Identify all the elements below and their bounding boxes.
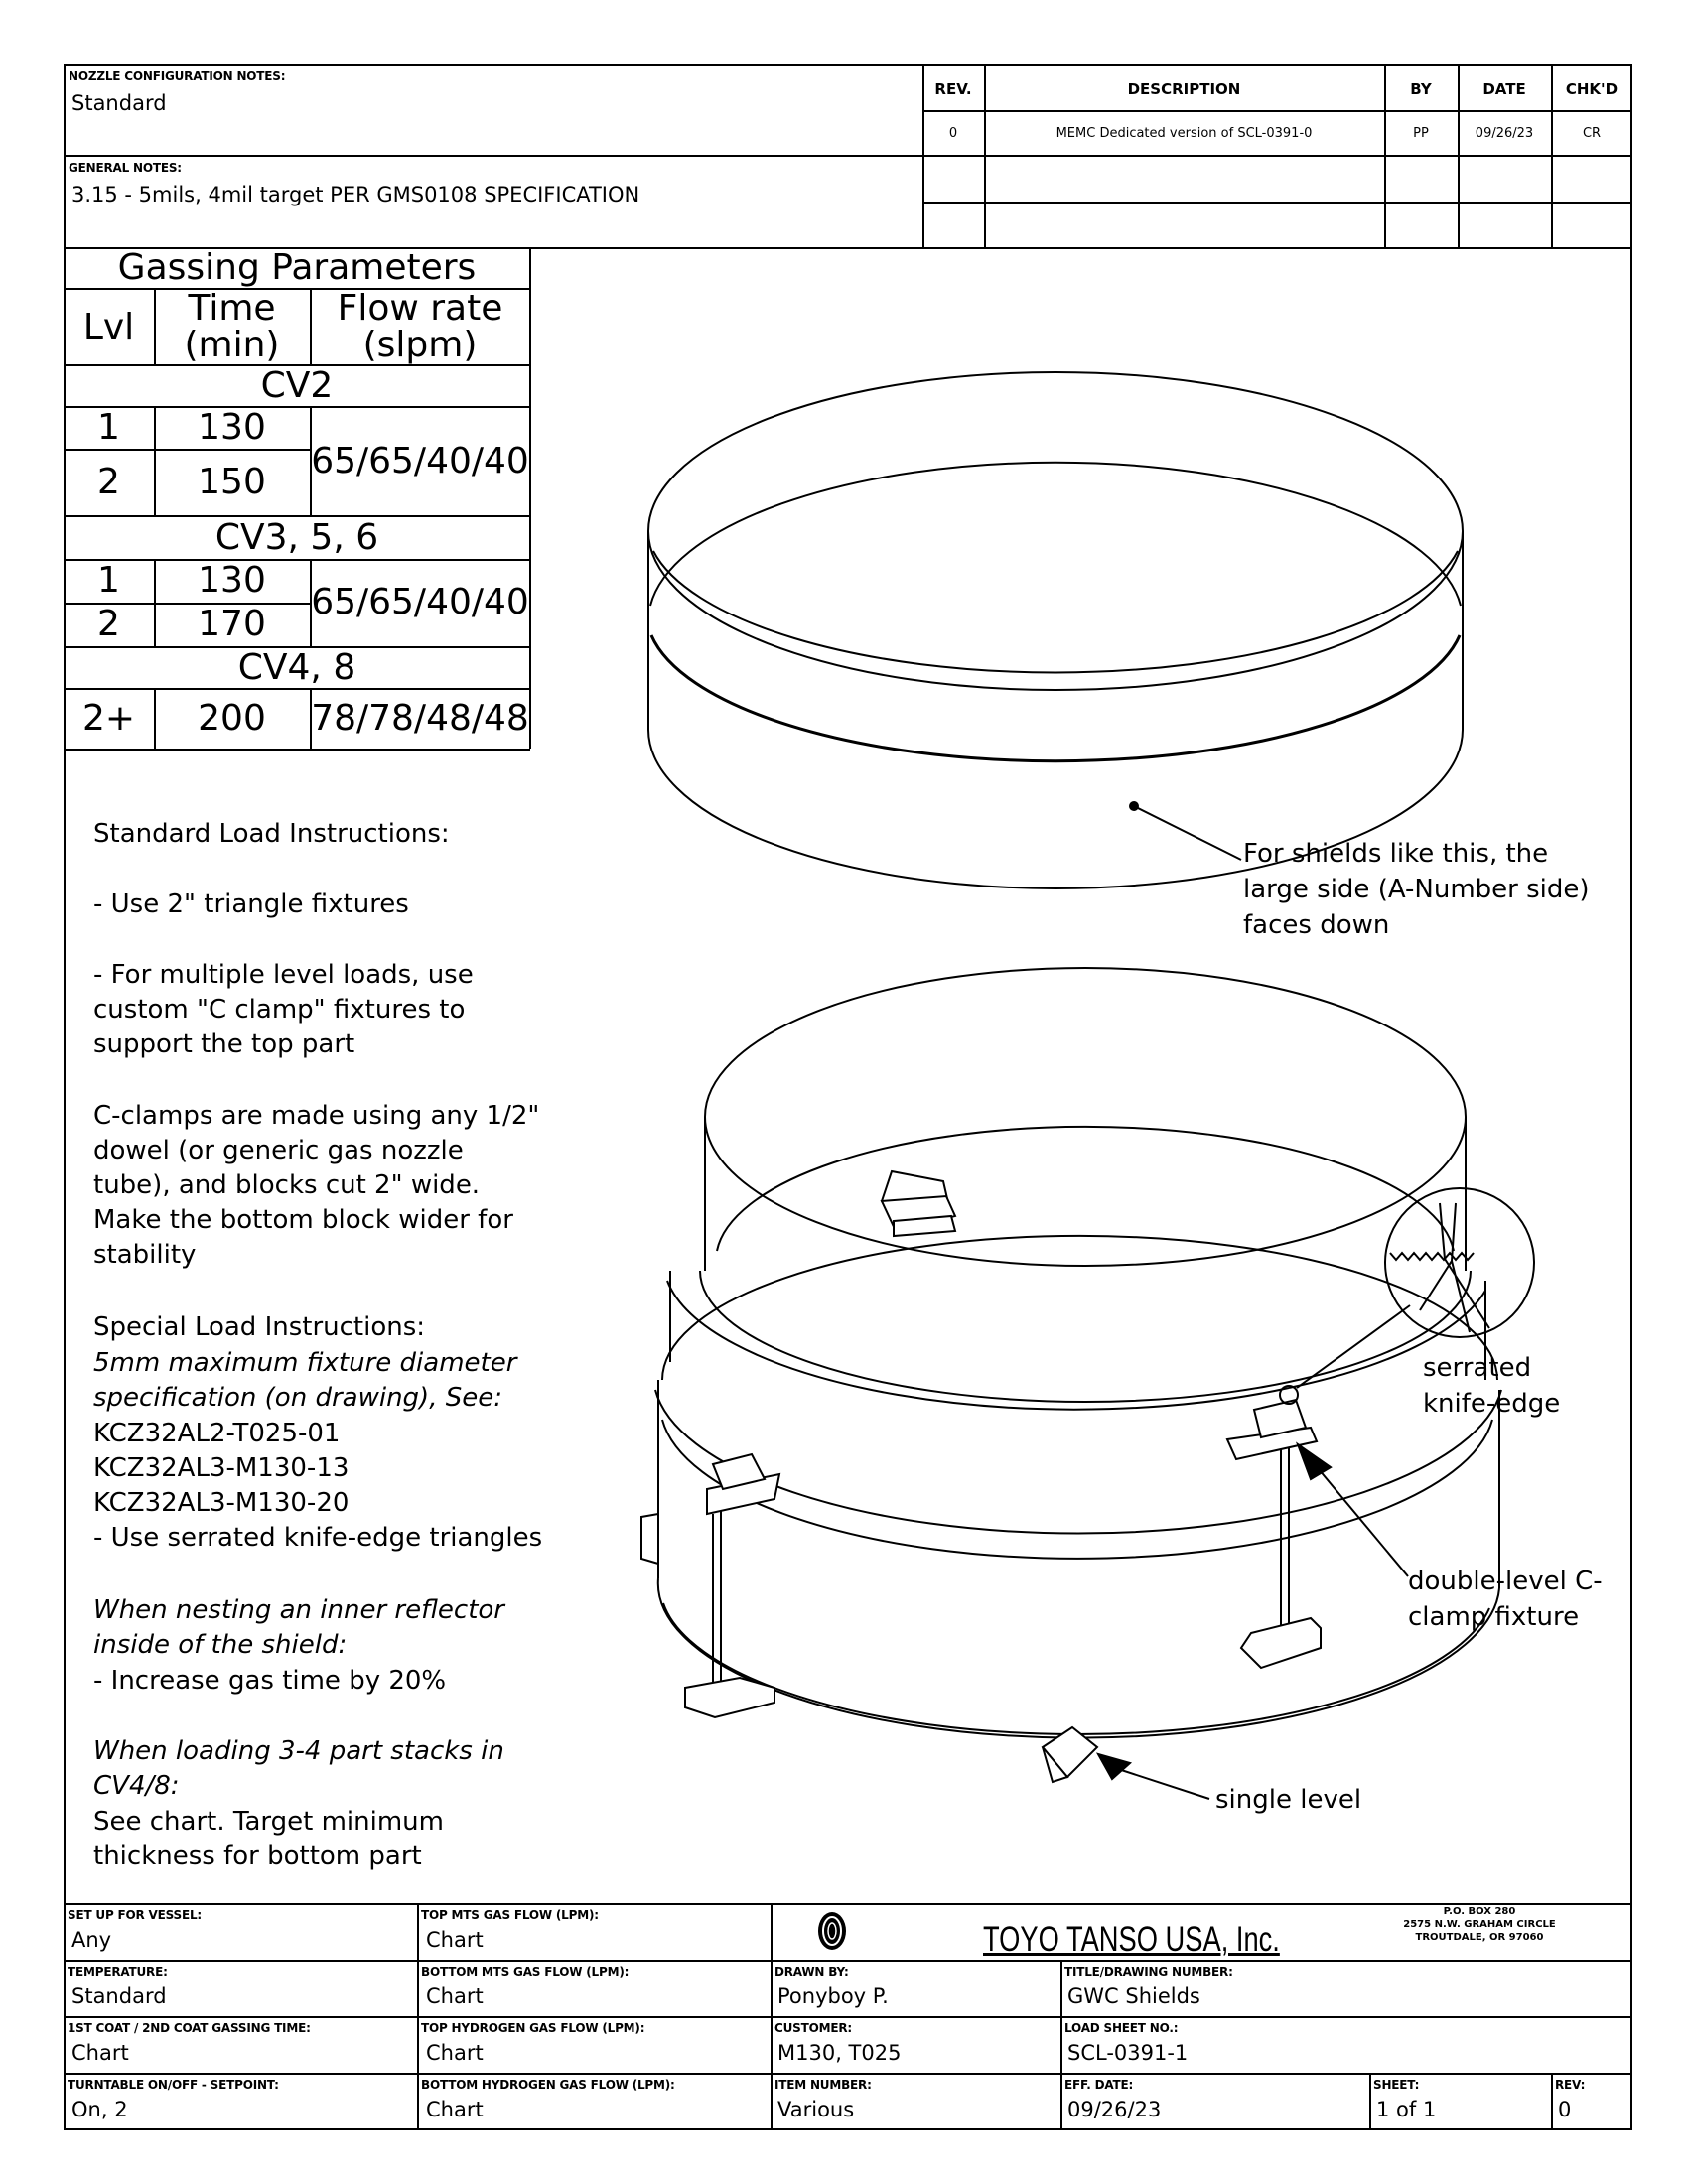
temp-value: Standard [71,1984,167,2008]
std-title: Standard Load Instructions: [93,819,450,849]
company-name: TOYO TANSO USA, Inc. [983,1920,1280,1959]
general-value: 3.15 - 5mils, 4mil target PER GMS0108 SPECIFICATION [71,183,640,206]
customer-value: M130, T025 [777,2041,902,2065]
rev-value: 0 [1558,2098,1572,2121]
coat-label: 1ST COAT / 2ND COAT GASSING TIME: [68,2021,311,2035]
company-logo-icon [814,1909,850,1953]
inner-triangle-fixture [882,1171,955,1236]
rev-cell-rev: 0 [948,126,958,141]
gas-col-time-2: (min) [184,325,280,365]
rev-header-chkd: CHK'D [1565,80,1618,98]
gas-cv2-time-2: 150 [198,462,266,502]
tb-col-2 [771,1903,773,2130]
tb-col-1 [417,1903,419,2130]
sheet-label: SHEET: [1373,2078,1420,2092]
gas-cv3-time-2: 170 [198,604,266,644]
nozzle-label: NOZZLE CONFIGURATION NOTES: [69,69,286,83]
gas-group-cv4: CV4, 8 [237,647,356,688]
callout-double-level: double-level C- clamp fixture [1408,1567,1603,1632]
gas-cv4-time: 200 [198,698,266,739]
gas-cv3-time-1: 130 [198,560,266,601]
rev-cell-chkd: CR [1582,126,1602,141]
special-parts: KCZ32AL2-T025-01 KCZ32AL3-M130-13 KCZ32AL3-M130-20 - Use serrated knife-edge triangles [93,1419,543,1553]
bottom-mts-value: Chart [426,1984,484,2008]
single-level-triangle [1043,1727,1097,1782]
std-item-2: - For multiple level loads, use custom "C clamp" fixtures to support the top part [93,960,474,1059]
vessel-value: Any [71,1928,112,1952]
std-item-1: - Use 2" triangle fixtures [93,889,409,919]
gas-cv2-time-1: 130 [198,407,266,448]
tb-col-3 [1060,1960,1062,2130]
load-sheet-label: LOAD SHEET NO.: [1064,2021,1179,2035]
top-h-value: Chart [426,2041,484,2065]
top-mts-value: Chart [426,1928,484,1952]
gas-cv4-flow: 78/78/48/48 [311,698,529,739]
left-c-clamp [685,1454,779,1717]
bottom-h-value: Chart [426,2098,484,2121]
address-line-1: P.O. BOX 280 [1443,1906,1516,1917]
rev-cell-date: 09/26/23 [1475,126,1534,141]
tb-line-top [64,1903,1632,1905]
single-level-arrow [1098,1754,1130,1779]
item-value: Various [777,2098,855,2121]
general-label: GENERAL NOTES: [69,161,182,175]
rev-header-rev: REV. [934,80,972,98]
nozzle-value: Standard [71,91,167,115]
gas-cv4-lvl: 2+ [81,698,136,739]
gas-col-flow-2: (slpm) [362,325,478,365]
stack-italic: When loading 3-4 part stacks in CV4/8: [93,1736,504,1801]
gas-group-cv3: CV3, 5, 6 [214,517,379,558]
gas-col-lvl: Lvl [82,307,135,347]
rev-header-description: DESCRIPTION [1127,80,1241,98]
top-shield [648,372,1463,888]
eff-date-label: EFF. DATE: [1064,2078,1134,2092]
sheet-value: 1 of 1 [1376,2098,1437,2121]
rev-header-date: DATE [1482,80,1526,98]
bottom-h-label: BOTTOM HYDROGEN GAS FLOW (LPM): [421,2078,675,2092]
coat-value: Chart [71,2041,129,2065]
nest-text: - Increase gas time by 20% [93,1666,447,1696]
eff-date-value: 09/26/23 [1067,2098,1162,2121]
load-sheet-value: SCL-0391-1 [1067,2041,1189,2065]
gas-cv3-flow: 65/65/40/40 [311,582,529,622]
turntable-label: TURNTABLE ON/OFF - SETPOINT: [68,2078,279,2092]
drawn-value: Ponyboy P. [777,1984,889,2008]
title-value: GWC Shields [1067,1984,1200,2008]
gas-cv2-flow: 65/65/40/40 [311,441,529,481]
gas-cv3-lvl-2: 2 [97,604,120,644]
gas-title: Gassing Parameters [117,247,477,288]
rev-cell-by: PP [1413,126,1429,141]
c-clamp-arrow [1298,1444,1331,1479]
std-item-3: C-clamps are made using any 1/2" dowel (or generic gas nozzle tube), and blocks cut 2" wide. Make the bottom block wider for stability [93,1101,540,1270]
tb-col-5 [1551,2073,1553,2130]
callout-single-level: single level [1215,1785,1362,1815]
detail-leader [1297,1305,1410,1388]
rev-label: REV: [1555,2078,1586,2092]
gas-cv2-lvl-1: 1 [97,407,120,448]
gas-group-cv2: CV2 [260,365,334,406]
c-clamp-leader [1319,1469,1408,1576]
tb-line-3 [64,2016,1632,2018]
address-line-3: TROUTDALE, OR 97060 [1415,1932,1544,1943]
special-title: Special Load Instructions: [93,1312,426,1342]
top-mts-label: TOP MTS GAS FLOW (LPM): [421,1908,599,1922]
rev-cell-description: MEMC Dedicated version of SCL-0391-0 [1055,126,1313,141]
gas-col-flow-1: Flow rate [337,288,503,329]
rev-header-by: BY [1410,80,1432,98]
tb-line-2 [64,1960,1632,1962]
single-level-leader [1112,1767,1209,1799]
serration [1390,1253,1474,1260]
tb-line-4 [64,2073,1632,2075]
gas-cv3-lvl-1: 1 [97,560,120,601]
gas-cv2-lvl-2: 2 [97,462,120,502]
title-label: TITLE/DRAWING NUMBER: [1064,1965,1233,1979]
special-italic: 5mm maximum fixture diameter specification (on drawing), See: [93,1348,517,1413]
gas-col-time-1: Time [188,288,276,329]
top-h-label: TOP HYDROGEN GAS FLOW (LPM): [421,2021,645,2035]
callout-shield: For shields like this, the large side (A-Number side) faces down [1243,839,1590,940]
knife-edge [1420,1203,1489,1332]
stack-text: See chart. Target minimum thickness for bottom part [93,1807,444,1871]
tb-col-4 [1369,2073,1371,2130]
detail-circle [1385,1188,1534,1337]
temp-label: TEMPERATURE: [68,1965,168,1979]
turntable-value: On, 2 [71,2098,128,2121]
shield-leader [1134,806,1241,860]
vessel-label: SET UP FOR VESSEL: [68,1908,203,1922]
nest-italic: When nesting an inner reflector inside of the shield: [93,1595,504,1660]
customer-label: CUSTOMER: [774,2021,852,2035]
item-label: ITEM NUMBER: [774,2078,872,2092]
callout-serrated: serrated knife-edge [1423,1353,1561,1419]
upper-stacked-shield [667,968,1485,1410]
bottom-mts-label: BOTTOM MTS GAS FLOW (LPM): [421,1965,630,1979]
address-line-2: 2575 N.W. GRAHAM CIRCLE [1403,1919,1556,1930]
drawn-label: DRAWN BY: [774,1965,849,1979]
